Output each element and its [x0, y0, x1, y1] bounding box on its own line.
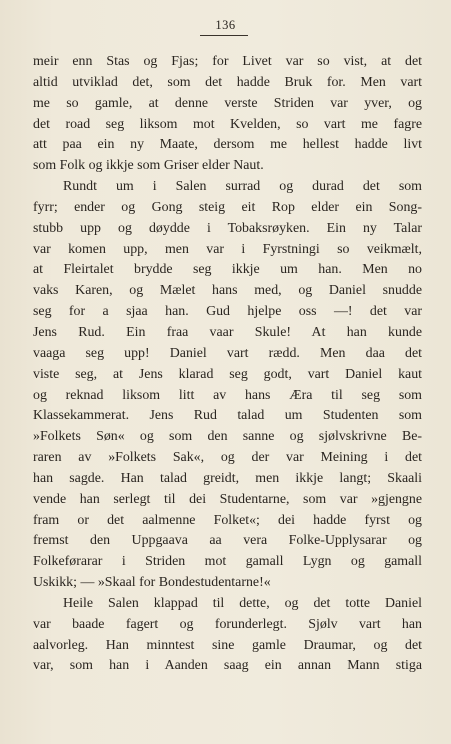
text-line: var baade fagert og forunderlegt. Sjølv vart han: [33, 616, 422, 632]
text-line: vaks Karen, og Mælet hans med, og Daniel snudde: [33, 283, 422, 299]
text-line: Uskikk; — »Skaal for Bondestudentarne!«: [33, 575, 271, 591]
page-number: 136: [215, 18, 236, 32]
text-line: han sagde. Han talad greidt, men ikkje langt; Skaali: [33, 470, 422, 486]
text-line: seg for a sjaa han. Gud hjelpe oss —! det var: [33, 304, 422, 320]
text-line: det road seg liksom mot Kvelden, so vart me fagre: [33, 116, 422, 132]
text-line: me so gamle, at denne verste Striden var yver, og: [33, 95, 422, 111]
text-line: stubb upp og døydde i Tobaksrøyken. Ein ny Talar: [33, 220, 422, 236]
header-rule: [200, 35, 248, 36]
text-line: aalvorleg. Han minntest sine gamle Draumar, og det: [33, 637, 422, 653]
text-line: Klassekammerat. Jens Rud talad um Studenten som: [33, 408, 422, 424]
text-line: raren av »Folkets Sak«, og der var Meining i det: [33, 450, 422, 466]
text-line: Jens Rud. Ein fraa vaar Skule! At han kunde: [33, 324, 422, 340]
text-line: Folkeførarar i Striden mot gamall Lygn og gamall: [33, 554, 422, 570]
text-line: viste seg, at Jens klarad seg godt, vart Daniel kaut: [33, 366, 422, 382]
text-line: Heile Salen klappad til dette, og det totte Daniel: [63, 595, 422, 611]
text-line: var, som han i Aanden saag ein annan Mann stiga: [33, 658, 422, 674]
text-line: var komen upp, men var i Fyrstningi so veikmælt,: [33, 241, 422, 257]
text-line: og reknad liksom litt av hans Æra til seg som: [33, 387, 422, 403]
text-line: fremst den Uppgaava aa vera Folke-Upplysarar og: [33, 533, 422, 549]
text-line: »Folkets Søn« og som den sanne og sjølvskrivne Be-: [33, 429, 422, 445]
text-line: vaaga seg upp! Daniel vart rædd. Men daa det: [33, 345, 422, 361]
text-line: som Folk og ikkje som Griser elder Naut.: [33, 158, 264, 174]
text-line: at Fleirtalet brydde seg ikkje um han. Men no: [33, 262, 422, 278]
text-line: vende han serlegt til dei Studentarne, som var »gjengne: [33, 491, 422, 507]
text-line: Rundt um i Salen surrad og durad det som: [63, 179, 422, 195]
body-text: [33, 52, 422, 677]
text-line: att paa ein ny Maate, dersom me hellest hadde livt: [33, 137, 422, 153]
text-line: altid utviklad det, som det hadde Bruk for. Men vart: [33, 74, 422, 90]
text-line: fyrr; ender og Gong steig eit Rop elder ein Song-: [33, 199, 422, 215]
text-line: meir enn Stas og Fjas; for Livet var so vist, at det: [33, 54, 422, 69]
text-line: fram or det aalmenne Folket«; dei hadde fyrst og: [33, 512, 422, 528]
